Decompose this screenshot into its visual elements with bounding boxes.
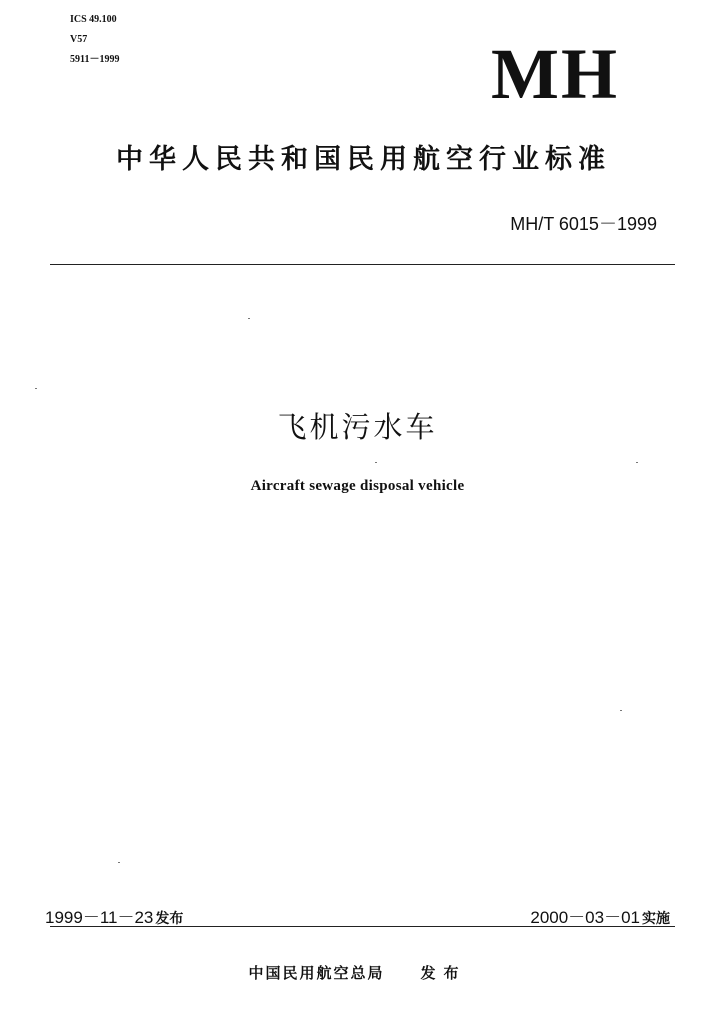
bottom-divider — [50, 926, 675, 927]
issuing-authority — [0, 962, 715, 983]
publish-label: 发布 — [155, 911, 184, 927]
issuer-name: 中国民用航空总局 — [248, 964, 385, 982]
ccs-code: V57 — [70, 34, 88, 45]
implement-date: 2000－03－01 — [530, 908, 640, 927]
standard-family-title: 中华人民共和国民用航空行业标准 — [116, 144, 611, 175]
scan-speck — [636, 462, 638, 463]
implement-label: 实施 — [642, 911, 670, 927]
scan-speck — [118, 862, 120, 863]
scan-speck — [620, 710, 622, 711]
publish-date: 1999－11－23 — [45, 908, 154, 927]
implement-date-line — [530, 903, 670, 928]
mh-logo: MH — [491, 34, 619, 114]
record-number: 5911－1999 — [70, 54, 120, 65]
ics-code: ICS 49.100 — [70, 14, 117, 25]
classification-codes — [70, 10, 119, 70]
scan-speck — [248, 318, 250, 319]
top-divider — [50, 264, 675, 265]
publish-date-line — [45, 903, 183, 928]
scan-speck — [375, 462, 377, 463]
document-title-cn: 飞机污水车 — [277, 410, 438, 444]
scan-speck — [35, 388, 37, 389]
standard-number: MH/T 6015－1999 — [510, 214, 657, 234]
document-title-en: Aircraft sewage disposal vehicle — [250, 478, 465, 494]
issuer-verb: 发布 — [420, 964, 467, 982]
